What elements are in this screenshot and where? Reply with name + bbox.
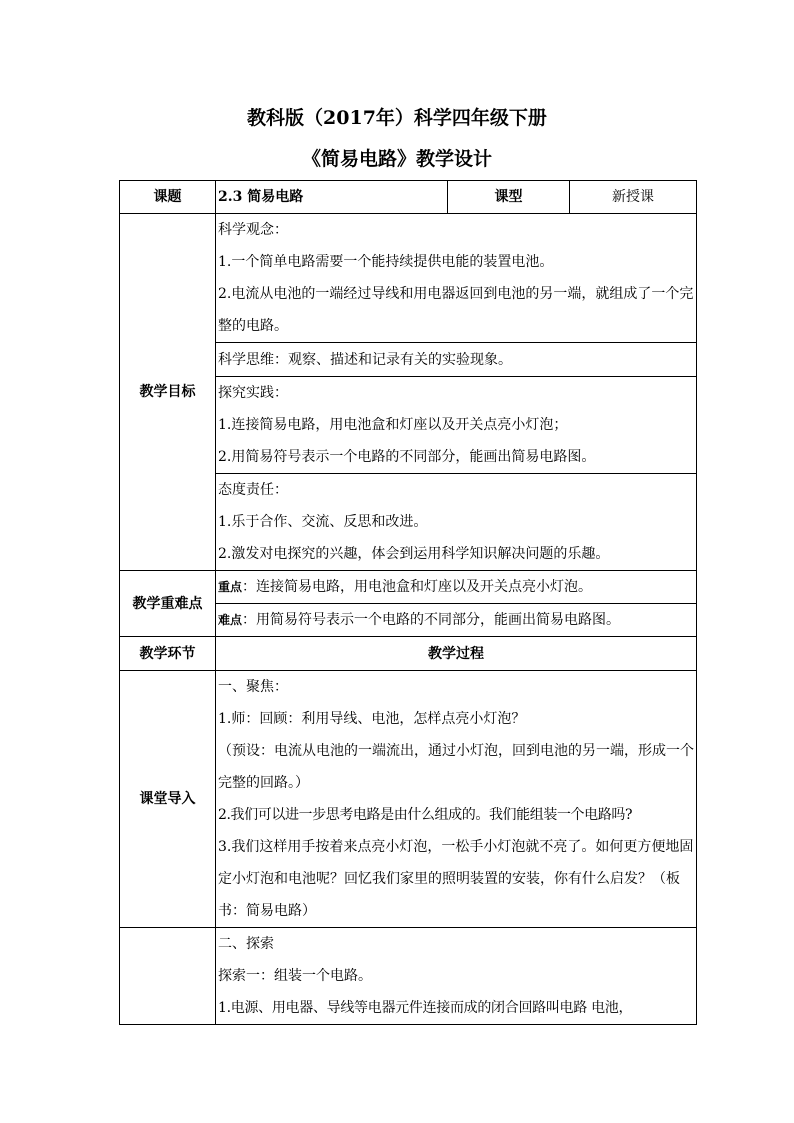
attitude-item-1: 1.乐于合作、交流、反思和改进。 [218,514,428,530]
attitude-heading: 态度责任： [218,482,288,498]
concept-heading: 科学观念： [218,222,288,238]
document-subtitle: 《简易电路》教学设计 [301,148,492,170]
practice-item-2: 2.用简易符号表示一个电路的不同部分，能画出简易电路图。 [218,449,596,465]
explore-line-2: 探索一：组装一个电路。 [218,968,372,984]
intro-content [216,671,697,928]
objectives-label: 教学目标 [120,214,216,571]
lesson-plan-table [119,180,697,1025]
objective-attitude [216,474,697,571]
intro-label: 课堂导入 [120,671,216,928]
topic-label: 课题 [120,181,216,214]
explore-stage-cell [120,928,216,1025]
topic-value: 2.3 简易电路 [216,181,448,214]
explore-line-1: 二、探索 [218,936,274,952]
key-point-cell [216,571,697,604]
concept-item-1: 1.一个简单电路需要一个能持续提供电能的装置电池。 [218,254,554,270]
intro-line-3: （预设：电流从电池的一端流出，通过小灯泡，回到电池的另一端，形成一个完整的回路。） [218,743,694,791]
intro-line-4: 2.我们可以进一步思考电路是由什么组成的。我们能组装一个电路吗? [218,807,633,823]
intro-line-1: 一、聚焦： [218,679,288,695]
key-point-label: 重点 [218,580,243,594]
objective-practice [216,377,697,474]
key-point-text: ：连接简易电路，用电池盒和灯座以及开关点亮小灯泡。 [242,579,593,595]
intro-line-5: 3.我们这样用手按着来点亮小灯泡，一松手小灯泡就不亮了。如何更方便地固定小灯泡和电池呢？回忆我们家里的照明装置的安装，你有什么启发？（板书：简易电路） [218,839,694,919]
type-value: 新授课 [570,181,697,214]
intro-line-2: 1.师：回顾：利用导线、电池，怎样点亮小灯泡？ [218,711,526,727]
process-column-label: 教学过程 [216,637,697,671]
difficulty-label: 难点 [218,613,243,627]
attitude-item-2: 2.激发对电探究的兴趣，体会到运用科学知识解决问题的乐趣。 [218,546,610,562]
key-points-label: 教学重难点 [120,571,216,637]
explore-content [216,928,697,1025]
practice-heading: 探究实践： [218,385,288,401]
process-header-row [120,637,697,671]
type-label: 课型 [448,181,570,214]
objective-concept [216,214,697,343]
info-row [120,181,697,214]
explore-line-3: 1.电源、用电器、导线等电器元件连接而成的闭合回路叫电路 电池， [218,1000,633,1016]
practice-item-1: 1.连接简易电路，用电池盒和灯座以及开关点亮小灯泡； [218,417,568,433]
stage-column-label: 教学环节 [120,637,216,671]
difficulty-cell [216,604,697,637]
difficulty-text: ：用简易符号表示一个电路的不同部分，能画出简易电路图。 [242,612,621,628]
objective-thinking: 科学思维：观察、描述和记录有关的实验现象。 [216,343,697,377]
document-title: 教科版（2017年）科学四年级下册 [247,107,547,129]
concept-item-2: 2.电流从电池的一端经过导线和用电器返回到电池的另一端，就组成了一个完整的电路。 [218,286,694,334]
